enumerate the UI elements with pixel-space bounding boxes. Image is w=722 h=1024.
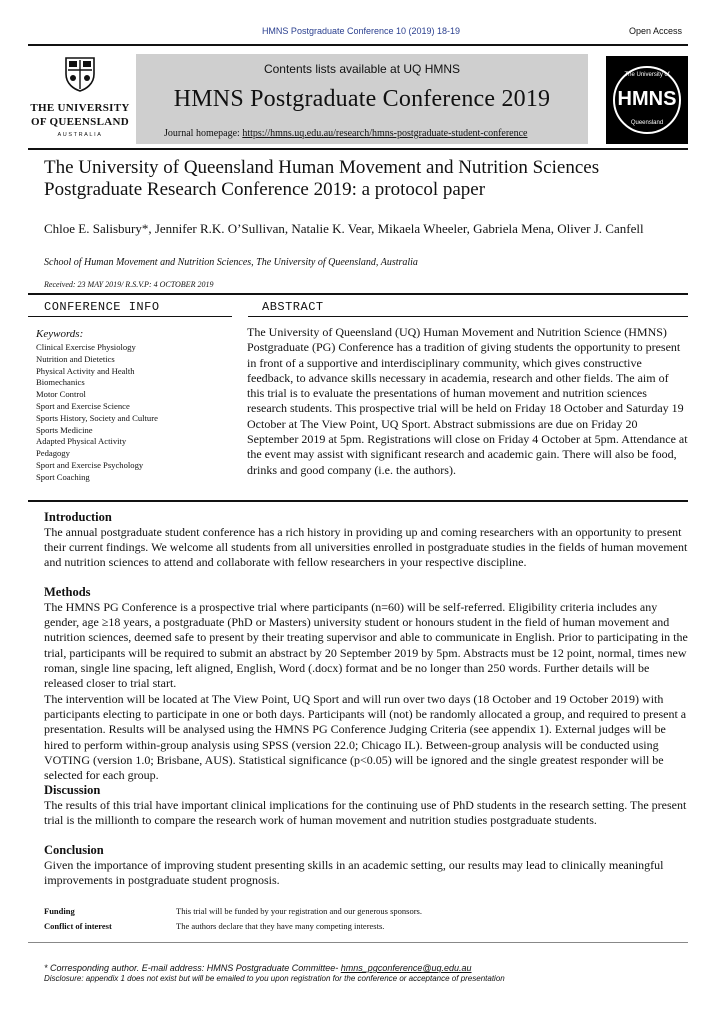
- keyword-item: Sport Coaching: [36, 471, 90, 482]
- footer-rule: [28, 942, 688, 943]
- open-access-label: Open Access: [628, 26, 682, 36]
- discussion-heading: Discussion: [44, 783, 101, 797]
- discussion-text: The results of this trial have important clinical implications for the continuing use of PhD students in the research setting. The present trial is the millionth to compare the research work of human movement and nutrition studies postgraduate students.: [44, 798, 687, 828]
- methods-paragraph-2: The intervention will be located at The View Point, UQ Sport and will run over two days (18 October and 19 October 2019) with participants electing to participate in one or both days. Participants will (not) be randomly allocated a group, and required to present a presentation. Results will be analysed using the HMNS PG Conference Judging Criteria (see appendix 1). External judges will be hired to perform within-group analysis using SPSS (version 22.0; Chicago IL). Between-group analysis will be conducted using VOTING (version 1.0; Brisbane, AUS). Statistical significance (p<0.05) will be ignored and the single greatest responder will be selected for each group.: [44, 692, 687, 783]
- disclosure-note: Disclosure: appendix 1 does not exist but will be emailed to you upon registration for the conference or acceptance of presentation: [44, 974, 505, 983]
- keyword-item: Sport and Exercise Psychology: [36, 459, 144, 470]
- affiliation: School of Human Movement and Nutrition Sciences, The University of Queensland, Australia: [44, 257, 418, 268]
- keyword-item: Adapted Physical Activity: [36, 436, 127, 447]
- funding-label: Funding: [44, 906, 75, 916]
- uq-crest-icon: [64, 56, 96, 92]
- keyword-item: Biomechanics: [36, 377, 85, 388]
- methods-paragraph-1: The HMNS PG Conference is a prospective trial where participants (n=60) will be self-referred. Eligibility criteria includes any gender, age ≥18 years, a postgraduate (PhD or Masters) university student or honours student in the field of human movement and nutrition sciences, deemed safe to present by their treating supervisor and able to communicate in English. Prior to participating in the trial, participants will be required to submit an abstract by 20 September 2019 by 5pm. Abstracts must be 12 point, normal, times new roman, single line spacing, left aligned, English, Word (.docx) format and be no longer than 250 words. Further details will be released closer to trial start.: [44, 600, 688, 691]
- section-rule: [28, 500, 688, 502]
- keyword-item: Clinical Exercise Physiology: [36, 342, 136, 352]
- corresponding-author: [44, 963, 472, 973]
- keyword-item: Motor Control: [36, 389, 86, 400]
- abstract-rule: [248, 316, 688, 317]
- section-rule: [28, 293, 688, 295]
- methods-heading: Methods: [44, 585, 91, 599]
- hmns-logo-top-text: The University of: [624, 72, 670, 78]
- keyword-item: Sports History, Society and Culture: [36, 412, 158, 423]
- keyword-item: Nutrition and Dietetics: [36, 353, 115, 364]
- conclusion-heading: Conclusion: [44, 843, 104, 857]
- homepage-label: Journal homepage:: [164, 128, 243, 139]
- uq-name-line2: OF QUEENSLAND: [31, 116, 129, 128]
- keyword-item: Pedagogy: [36, 448, 70, 459]
- running-header: [0, 26, 722, 40]
- conference-info-header: CONFERENCE INFO: [44, 300, 160, 314]
- conclusion-text: Given the importance of improving student presenting skills in an academic setting, our results may lead to clinically meaningful improvements in postgraduate student prognosis.: [44, 858, 664, 888]
- keywords-label: Keywords:: [36, 328, 84, 340]
- uq-logo: [28, 52, 132, 144]
- journal-name: HMNS Postgraduate Conference 2019: [173, 86, 551, 112]
- conflict-text: The authors declare that they have many competing interests.: [176, 921, 385, 931]
- keyword-item: Sport and Exercise Science: [36, 400, 130, 411]
- hmns-logo-text: HMNS: [617, 88, 677, 110]
- keywords-list: [36, 342, 236, 484]
- masthead-rule: [28, 148, 688, 150]
- keyword-item: Sports Medicine: [36, 424, 93, 435]
- journal-citation: HMNS Postgraduate Conference 10 (2019) 18-19: [261, 26, 461, 36]
- author-list: Chloe E. Salisbury*, Jennifer R.K. O’Sullivan, Natalie K. Vear, Mikaela Wheeler, Gabriela Mena, Oliver J. Canfell: [44, 221, 644, 236]
- journal-homepage: [164, 128, 528, 139]
- homepage-link[interactable]: https://hmns.uq.edu.au/research/hmns-postgraduate-student-conference: [242, 128, 528, 139]
- corresponding-email-link[interactable]: hmns_pgconference@uq.edu.au: [340, 963, 472, 973]
- received-dates: Received: 23 MAY 2019/ R.S.V.P: 4 OCTOBER 2019: [44, 280, 214, 289]
- top-rule: [28, 44, 688, 46]
- funding-text: This trial will be funded by your registration and our generous sponsors.: [176, 906, 422, 916]
- contents-line: Contents lists available at UQ HMNS: [263, 62, 461, 76]
- introduction-text: The annual postgraduate student conference has a rich history in providing up and coming researchers with an opportunity to present their current findings. We welcome all students from all universities enrolled in postgraduate studies in the fields of human movement and nutrition sciences to attend and collaborate with fellow researchers in your respective discipline.: [44, 525, 688, 570]
- uq-name-line1: THE UNIVERSITY: [30, 102, 130, 114]
- masthead-box: [136, 54, 588, 144]
- paper-title: The University of Queensland Human Movement and Nutrition Sciences Postgraduate Research Conference 2019: a protocol paper: [44, 157, 600, 200]
- abstract-text: The University of Queensland (UQ) Human Movement and Nutrition Science (HMNS) Postgraduate (PG) Conference has a tradition of giving students the opportunity to present in front of a supportive and interdisciplinary community, which gives constructive feedback, to advance skills necessary in academia, research and other fields. The aim of this trial is to evaluate the presentations of human movement and nutrition sciences research students. This prospective trial will be held on Friday 18 October and Saturday 19 October at The View Point, UQ Sport. Abstract submissions are due on Friday 20 September 2019 at 5pm. Registrations will close on Friday 4 October at 5pm. Attendance at the event may assist with significant research and academic gain. There will also be food, drinks and good company (i.e. the authors).: [247, 325, 688, 477]
- corresponding-label: * Corresponding author. E-mail address: HMNS Postgraduate Committee-: [44, 963, 341, 973]
- conflict-label: Conflict of interest: [44, 921, 112, 931]
- hmns-logo-bottom-text: Queensland: [630, 120, 664, 126]
- hmns-logo: [606, 56, 688, 144]
- keyword-item: Physical Activity and Health: [36, 365, 135, 376]
- uq-name-line3: AUSTRALIA: [57, 132, 103, 138]
- introduction-heading: Introduction: [44, 510, 112, 524]
- info-rule: [28, 316, 232, 317]
- abstract-header: ABSTRACT: [262, 300, 324, 314]
